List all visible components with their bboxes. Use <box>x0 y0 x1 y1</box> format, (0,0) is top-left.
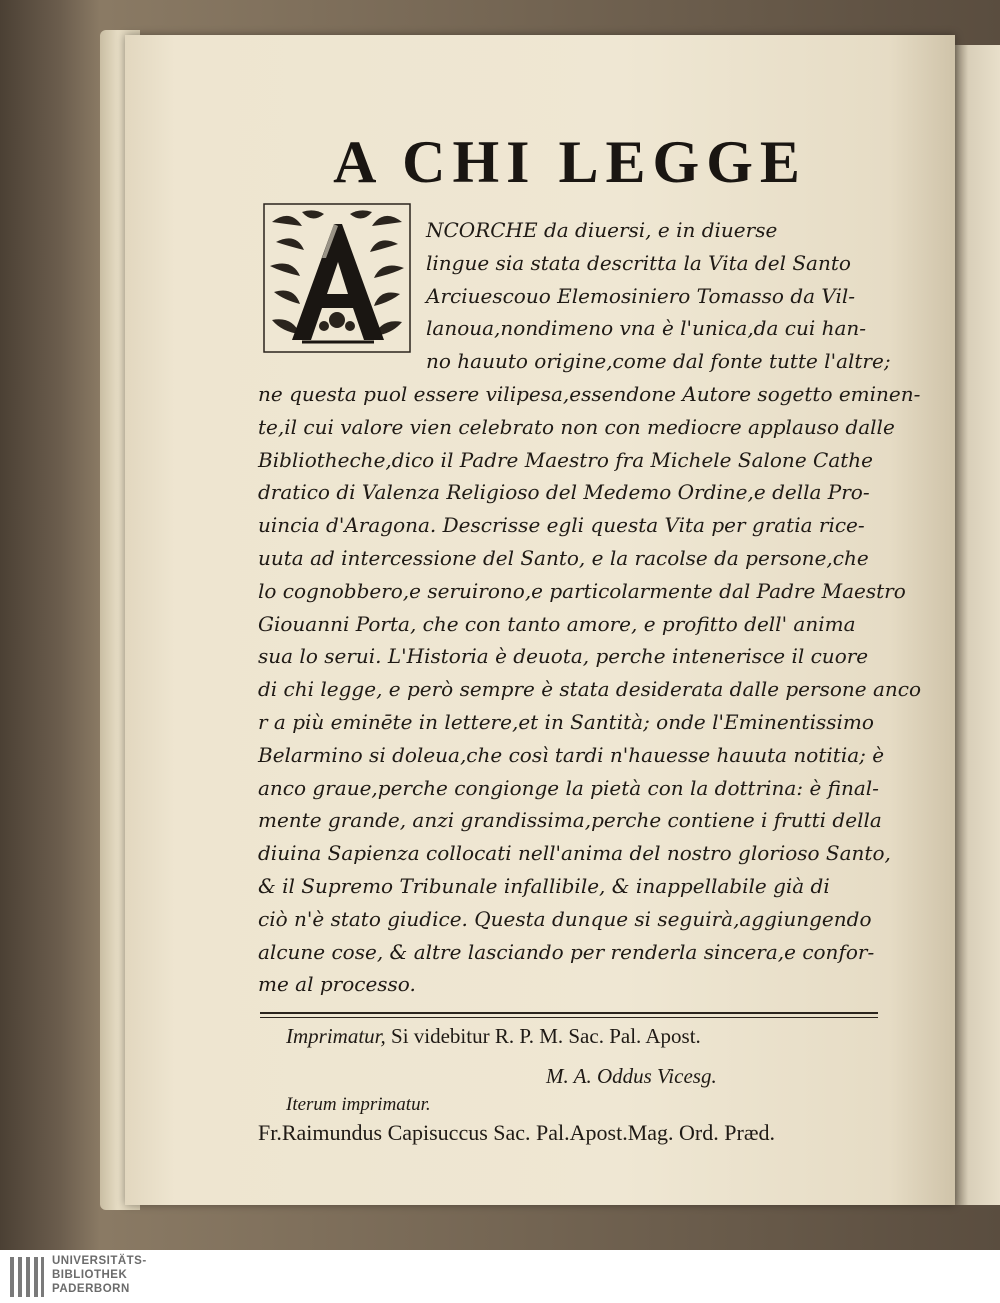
library-footer <box>0 1250 1000 1303</box>
text-line: ne questa puol essere vilipesa,essendone Autore sogetto eminen- <box>258 381 921 406</box>
text-line: ciò n'è stato giudice. Questa dunque si seguirà,aggiungendo <box>258 906 872 931</box>
text-line: Belarmino si doleua,che così tardi n'hauesse hauuta notitia; è <box>258 742 885 767</box>
text-line: diuina Sapienza collocati nell'anima del nostro glorioso Santo, <box>258 841 891 866</box>
imprimatur-signature: M. A. Oddus Vicesg. <box>546 1064 717 1088</box>
text-line: uuta ad intercessione del Santo, e la racolse da persone,che <box>258 545 869 570</box>
text-line: Bibliotheche,dico il Padre Maestro fra Michele Salone Cathe <box>258 447 873 472</box>
text-line: uincia d'Aragona. Descrisse egli questa Vita per gratia rice- <box>258 513 865 538</box>
text-line: r a più eminēte in lettere,et in Santità; onde l'Eminentissimo <box>258 709 874 734</box>
text-line: no hauuto origine,come dal fonte tutte l'altre; <box>426 349 891 374</box>
library-logo-icon <box>8 1255 46 1299</box>
imprimatur-label: Imprimatur, <box>286 1024 386 1048</box>
text-line: anco graue,perche congionge la pietà con la dottrina: è final- <box>258 775 879 800</box>
text-line: mente grande, anzi grandissima,perche contiene i frutti della <box>258 808 882 833</box>
text-line: lingue sia stata descritta la Vita del Santo <box>426 250 851 275</box>
page-title: A CHI LEGGE <box>333 129 807 195</box>
text-line: di chi legge, e però sempre è stata desiderata dalle persone anco <box>258 677 922 702</box>
text-line: me al processo. <box>258 972 416 997</box>
text-line: & il Supremo Tribunale infallibile, & inappellabile già di <box>258 873 830 898</box>
preface-text <box>258 214 922 1001</box>
imprimatur-text: Si videbitur R. P. M. Sac. Pal. Apost. <box>391 1024 701 1048</box>
text-line: NCORCHE da diuersi, e in diuerse <box>426 218 778 242</box>
imprimatur-line <box>286 1024 701 1049</box>
iterum-imprimatur: Iterum imprimatur. <box>286 1094 431 1115</box>
text-line: lanoua,nondimeno vna è l'unica,da cui han- <box>426 316 867 341</box>
text-line: alcune cose, & altre lasciando per renderla sincera,e confor- <box>258 939 875 964</box>
text-line: sua lo serui. L'Historia è deuota, perche intenerisce il cuore <box>258 644 869 669</box>
library-name: UNIVERSITÄTS- BIBLIOTHEK PADERBORN <box>52 1255 147 1295</box>
divider-rule <box>260 1012 878 1018</box>
text-line: te,il cui valore vien celebrato non con mediocre applauso dalle <box>258 414 895 439</box>
text-line: Arciuescouo Elemosiniero Tomasso da Vil- <box>426 283 856 308</box>
text-line: dratico di Valenza Religioso del Medemo Ordine,e della Pro- <box>258 480 870 505</box>
facing-page-edge <box>955 45 1000 1205</box>
final-approval: Fr.Raimundus Capisuccus Sac. Pal.Apost.Mag. Ord. Præd. <box>258 1120 775 1145</box>
text-line: lo cognobbero,e seruirono,e particolarmente dal Padre Maestro <box>258 578 906 603</box>
text-line: Giouanni Porta, che con tanto amore, e profitto dell' anima <box>258 611 856 636</box>
